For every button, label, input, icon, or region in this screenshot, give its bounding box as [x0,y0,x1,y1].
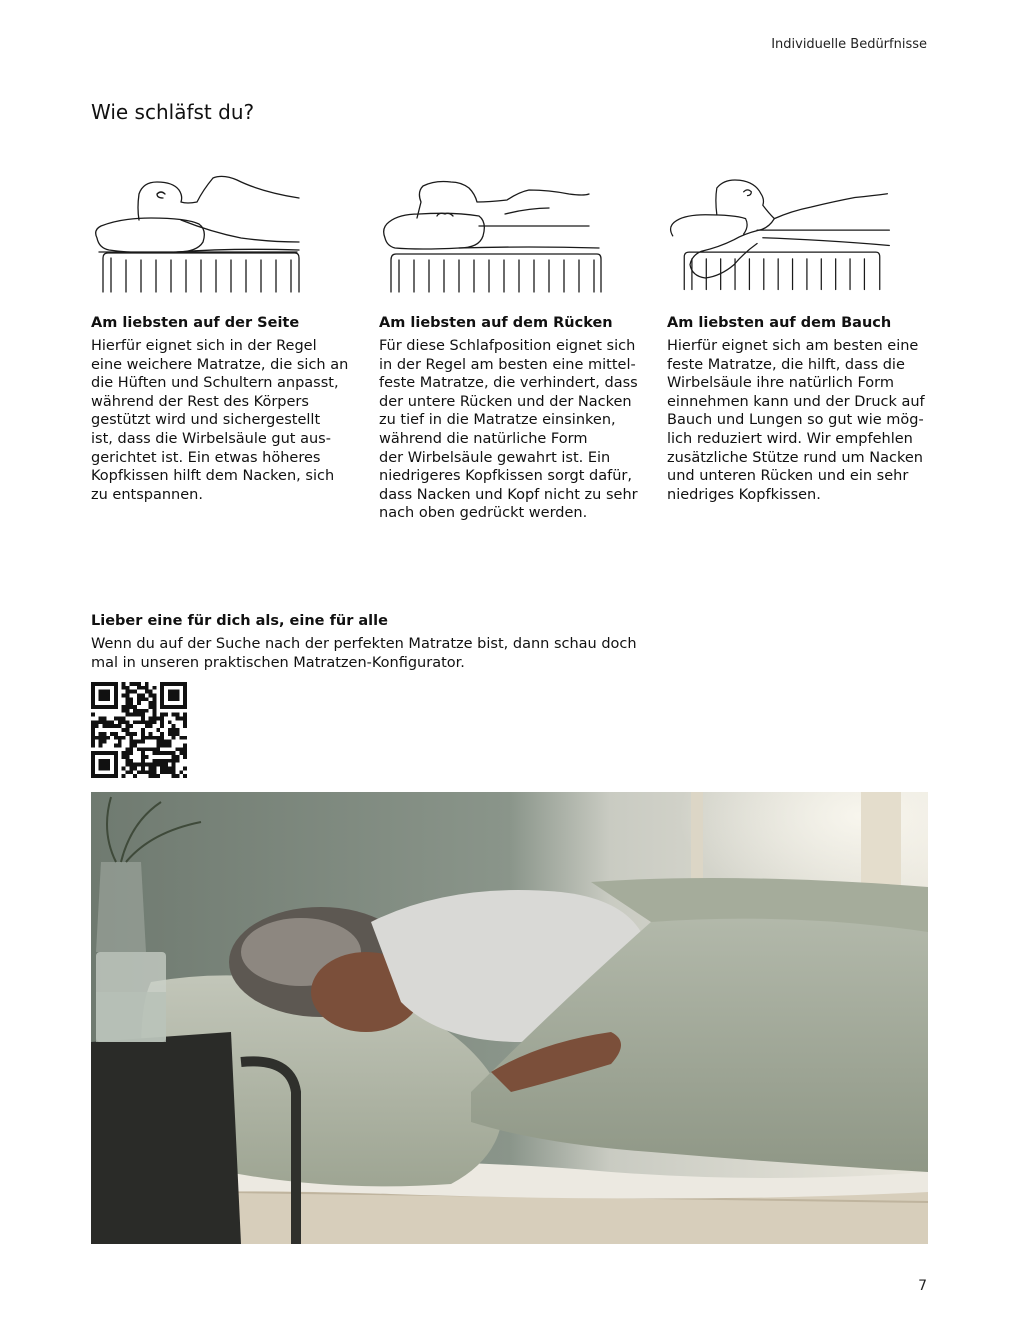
konfigurator-block [91,612,691,672]
side-sleeper-heading: Am liebsten auf der Seite [91,315,300,331]
woman-sleeping-photo [91,792,928,1244]
back-sleeper-illustration [379,168,609,298]
side-sleeper-illustration [91,168,321,298]
side-sleeper-block [91,314,353,504]
page-title: Wie schläfst du? [91,100,255,124]
stomach-sleeper-heading: Am liebsten auf dem Bauch [667,315,892,331]
konfigurator-heading: Lieber eine für dich als, eine für alle [91,613,388,629]
back-sleeper-block [379,314,641,523]
side-sleeper-text: Hierfür eignet sich in der Regel eine weichere Matratze, die sich an die Hüften und Schultern anpasst, während der Rest des Körpers gestützt wird und sichergestellt ist, dass die Wirbelsäule gut aus- gerichtet ist. Ein etwas höheres Kopfkissen hilft dem Nacken, sich zu entspannen. [91,338,349,503]
konfigurator-text: Wenn du auf der Suche nach der perfekten Matratze bist, dann schau doch mal in unseren praktischen Matratzen-Konfigurator. [91,636,637,671]
stomach-sleeper-block [667,314,929,504]
back-sleeper-text: Für diese Schlafposition eignet sich in der Regel am besten eine mittel- feste Matratze, die verhindert, dass der untere Rücken und der Nacken zu tief in die Matratze einsinken, während die natürliche Form der Wirbelsäule gewahrt ist. Ein niedrigeres Kopfkissen sorgt dafür, dass Nacken und Kopf nicht zu sehr nach oben gedrückt werden. [379,338,638,522]
page-number: 7 [918,1278,927,1294]
stomach-sleeper-illustration [667,168,897,298]
section-label: Individuelle Bedürfnisse [771,37,927,52]
qr-code-icon[interactable] [91,682,187,778]
stomach-sleeper-text: Hierfür eignet sich am besten eine feste Matratze, die hilft, dass die Wirbelsäule ihre natürlich Form einnehmen kann und der Druck auf Bauch und Lungen so gut wie mög- lich reduziert wird. Wir empfehlen zusätzliche Stütze rund um Nacken und unteren Rücken und ein sehr niedriges Kopfkissen. [667,338,925,503]
back-sleeper-heading: Am liebsten auf dem Rücken [379,315,613,331]
